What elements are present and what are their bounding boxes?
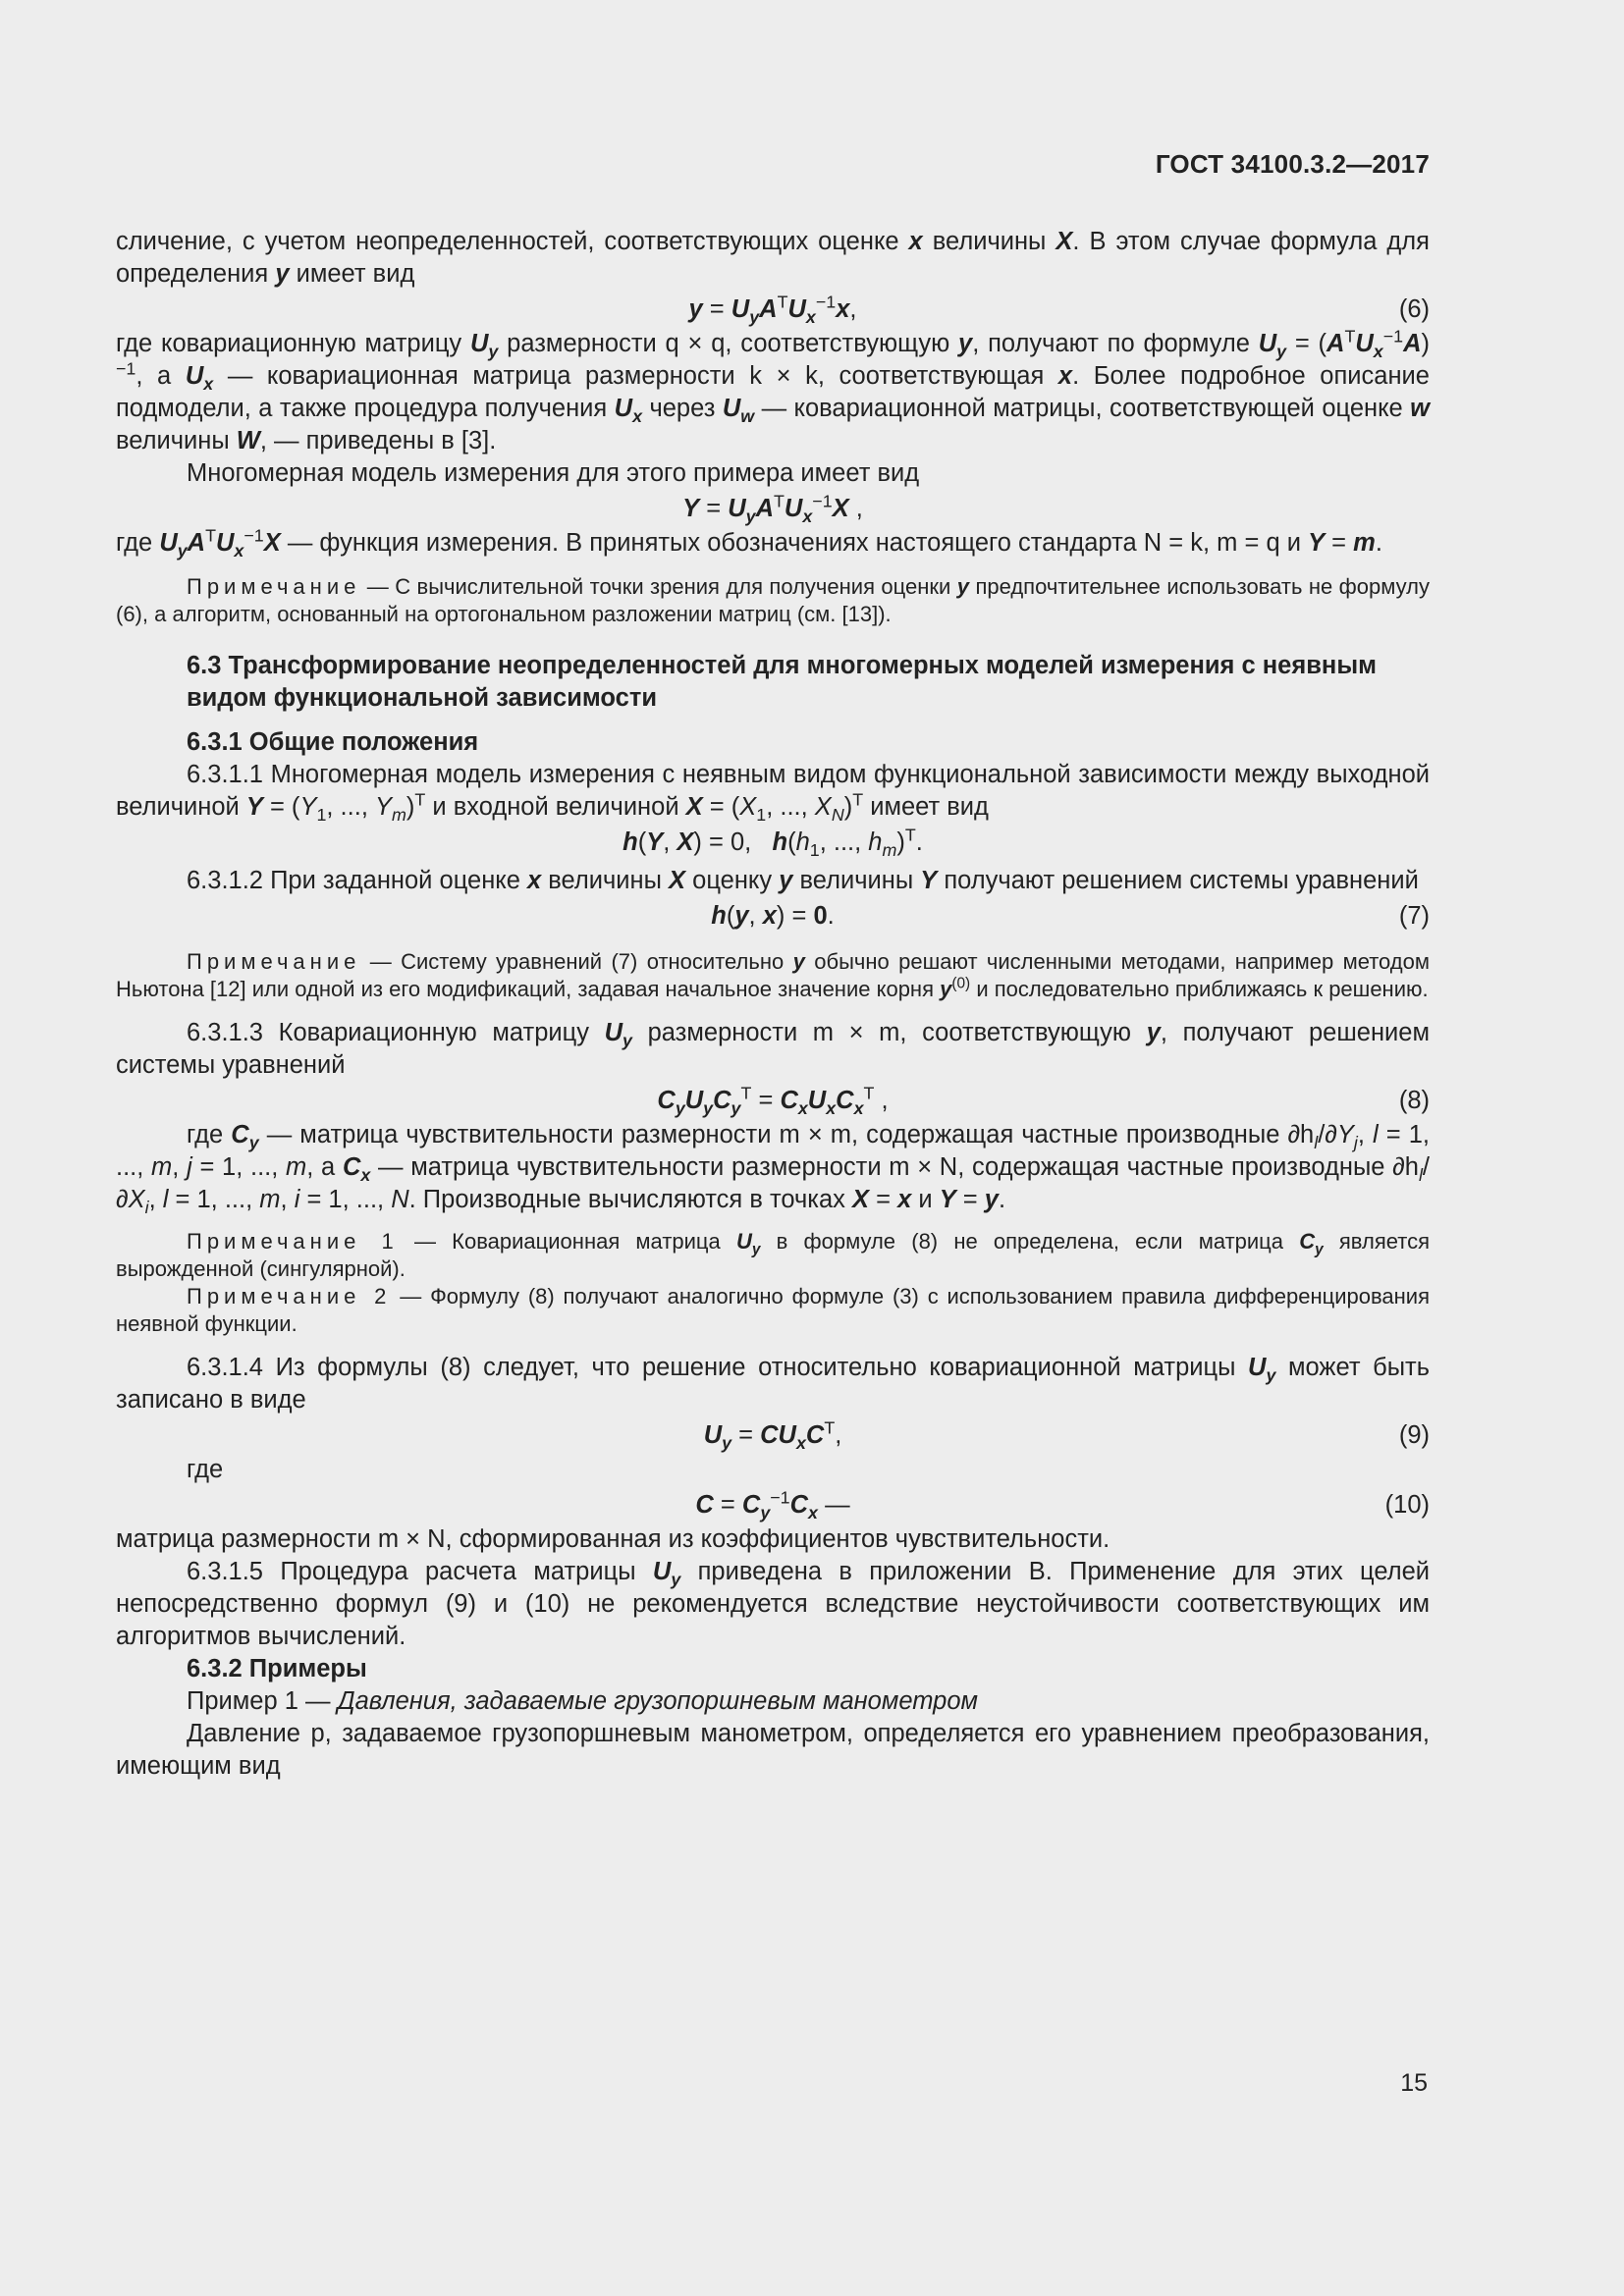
note-singular: Примечание 1 — Ковариационная матрица $U_y$ в формуле (8) не определена, если матрица $C_y$ является вырожденной (сингулярной). (116, 1229, 1430, 1281)
paragraph-covariance: где ковариационную матрицу $U_y$ размерности q × q, соответствующую y, получают по формуле $U_y = (A^TU_x^{-1}A)^{-1}$, а $U_x$ — ковариационная матрица размерности k × k, соответствующая x. Более подробное описание подмодели, а также процедура получения $U_x$ через $U_w$ — ковариационной матрицы, соответствующей оценке w величины W, — приведены в [3]. (116, 326, 1431, 454)
standard-header: ГОСТ 34100.3.2—2017 (1155, 149, 1430, 179)
note-implicit-derivative: Примечание 2 — Формулу (8) получают аналогично формуле (3) с использованием правила дифференцирования неявной функции. (116, 1284, 1430, 1336)
paragraph-where: где (187, 1456, 224, 1483)
section-heading-6-3: 6.3 Трансформирование неопределенностей для многомерных моделей измерения с неявным видом функциональной зависимости (187, 652, 1377, 712)
equation-implicit: h(Y, X) = 0, $h(h_1$, ..., $h_m)^T$. (623, 825, 923, 861)
paragraph-6-3-1-5: 6.3.1.5 Процедура расчета матрицы $U_y$ приведена в приложении В. Применение для этих целей непосредственно формул (9) и (10) не рекомендуется вследствие неустойчивости соответствующих им алгоритмов вычислений. (116, 1558, 1431, 1650)
equation-number: (8) (1398, 1087, 1430, 1114)
equation-model: $Y = U_yA^TU_x^{-1}X$ , (682, 491, 863, 527)
paragraph-pressure: Давление p, задаваемое грузопоршневым манометром, определяется его уравнением преобразования, имеющим вид (116, 1720, 1430, 1780)
note-computational: Примечание — С вычислительной точки зрения для получения оценки y предпочтительнее использовать не формулу (6), а алгоритм, основанный на ортогональном разложении матриц (см. [13]). (116, 574, 1430, 626)
equation-8: $C_yU_yC_y^T = C_xU_xC_x^T$ , (8) (657, 1083, 1430, 1119)
section-heading-6-3-2: 6.3.2 Примеры (187, 1655, 367, 1682)
example-1-title: Пример 1 — Давления, задаваемые грузопоршневым манометром (187, 1687, 979, 1715)
paragraph-sensitivity: где $C_y$ — матрица чувствительности размерности m × m, содержащая частные производные $\partial h_l/\partial Y_j$, l = 1, ..., m, j = 1, ..., m, а $C_x$ — матрица чувствительности размерности m × N, содержащая частные производные $\partial h_l/\partial X_i$, l = 1, ..., m, i = 1, ..., N. Производные вычисляются в точках X = x и Y = y. (116, 1121, 1430, 1218)
page-body (116, 226, 1430, 1783)
equation-number: (9) (1398, 1421, 1430, 1449)
paragraph-multidim-model: Многомерная модель измерения для этого примера имеет вид (187, 459, 920, 487)
equation-number: (10) (1384, 1491, 1430, 1519)
paragraph-matrix-size: матрица размерности m × N, сформированная из коэффициентов чувствительности. (116, 1525, 1110, 1553)
equation-number: (7) (1398, 902, 1430, 930)
equation-6: $y = U_yA^TU_x^{-1}x$, (6) (688, 292, 1430, 328)
equation-9: $U_y = CU_xC^T$, (9) (703, 1417, 1430, 1454)
equation-10: $C = C_y^{-1}C_x$ — (10) (695, 1487, 1430, 1523)
note-newton: Примечание — Систему уравнений (7) относительно y обычно решают численными методами, например методом Ньютона [12] или одной из его модификаций, задавая начальное значение корня $y^{(0)}$ и последовательно приближаясь к решению. (116, 949, 1430, 1001)
paragraph-6-3-1-4: 6.3.1.4 Из формулы (8) следует, что решение относительно ковариационной матрицы $U_y$ может быть записано в виде (116, 1354, 1430, 1414)
page-number: 15 (1400, 2069, 1428, 2097)
paragraph-measurement-function: где $U_yA^TU_x^{-1}X$ — функция измерения. В принятых обозначениях настоящего стандарта N = k, m = q и Y = m. (116, 525, 1382, 561)
equation-number: (6) (1398, 295, 1430, 323)
paragraph-6-3-1-3: 6.3.1.3 Ковариационную матрицу $U_y$ размерности m × m, соответствующую y, получают решением системы уравнений (116, 1019, 1431, 1079)
section-heading-6-3-1: 6.3.1 Общие положения (187, 728, 479, 756)
paragraph-intro: сличение, с учетом неопределенностей, соответствующих оценке x величины X. В этом случае формула для определения y имеет вид (116, 228, 1430, 288)
equation-7: h(y, x) = 0. (7) (116, 897, 1430, 934)
paragraph-6-3-1-1: 6.3.1.1 Многомерная модель измерения с неявным видом функциональной зависимости между выходной величиной $Y = (Y_1$, ..., $Y_m)^T$ и входной величиной $X = (X_1$, ..., $X_N)^T$ имеет вид (116, 761, 1430, 826)
paragraph-6-3-1-2: 6.3.1.2 При заданной оценке x величины X оценку y величины Y получают решением системы уравнений (187, 867, 1419, 894)
